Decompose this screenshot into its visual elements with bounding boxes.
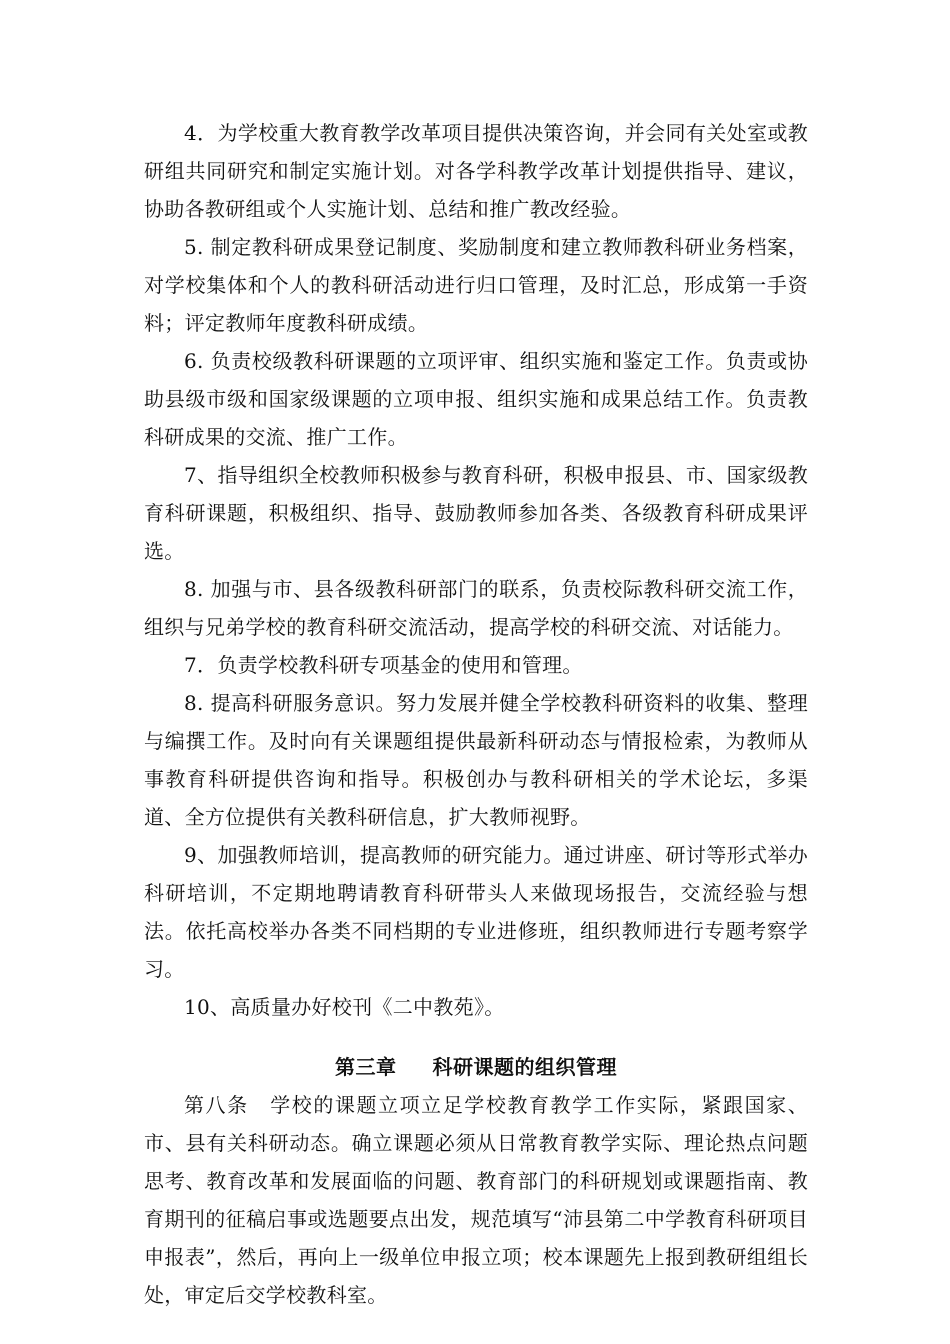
paragraph-item-9: 9、加强教师培训，提高教师的研究能力。通过讲座、研讨等形式举办科研培训，不定期地聘请教育科研带头人来做现场报告，交流经验与想法。依托高校举办各类不同档期的专业进修班，组织教师进行专题考察学习。: [144, 843, 808, 981]
chapter-title-text: 科研课题的组织管理: [432, 1055, 617, 1079]
chapter-number: 第三章: [335, 1055, 397, 1079]
paragraph-item-8: 8. 加强与市、县各级教科研部门的联系，负责校际教科研交流工作，组织与兄弟学校的教育科研交流活动，提高学校的科研交流、对话能力。: [144, 577, 808, 639]
paragraph-item-10: 10、高质量办好校刊《二中教苑》。: [184, 995, 505, 1019]
paragraph-item-5: 5. 制定教科研成果登记制度、奖励制度和建立教师教科研业务档案，对学校集体和个人的教科研活动进行归口管理，及时汇总，形成第一手资料；评定教师年度教科研成绩。: [144, 235, 808, 335]
paragraph-item-8b: 8. 提高科研服务意识。努力发展并健全学校教科研资料的收集、整理与编撰工作。及时向有关课题组提供最新科研动态与情报检索，为教师从事教育科研提供咨询和指导。积极创办与教科研相关的学术论坛，多渠道、全方位提供有关教科研信息，扩大教师视野。: [144, 691, 808, 829]
paragraph-item-6: 6. 负责校级教科研课题的立项评审、组织实施和鉴定工作。负责或协助县级市级和国家级课题的立项申报、组织实施和成果总结工作。负责教科研成果的交流、推广工作。: [144, 349, 808, 449]
article-eight-paragraph: 第八条 学校的课题立项立足学校教育教学工作实际，紧跟国家、市、县有关科研动态。确立课题必须从日常教育教学实际、理论热点问题思考、教育改革和发展面临的问题、教育部门的科研规划或课题指南、教育期刊的征稿启事或选题要点出发，规范填写“沛县第二中学教育科研项目申报表”，然后，再向上一级单位申报立项；校本课题先上报到教研组组长处，审定后交学校教科室。: [144, 1093, 808, 1307]
document-body: [144, 114, 808, 1314]
paragraph-item-7: 7、指导组织全校教师积极参与教育科研，积极申报县、市、国家级教育科研课题，积极组织、指导、鼓励教师参加各类、各级教育科研成果评选。: [144, 463, 808, 563]
chapter-heading: [144, 1048, 808, 1086]
paragraph-item-7b: 7．负责学校教科研专项基金的使用和管理。: [184, 653, 583, 677]
paragraph-item-4: 4．为学校重大教育教学改革项目提供决策咨询，并会同有关处室或教研组共同研究和制定实施计划。对各学科教学改革计划提供指导、建议，协助各教研组或个人实施计划、总结和推广教改经验。: [144, 121, 808, 221]
